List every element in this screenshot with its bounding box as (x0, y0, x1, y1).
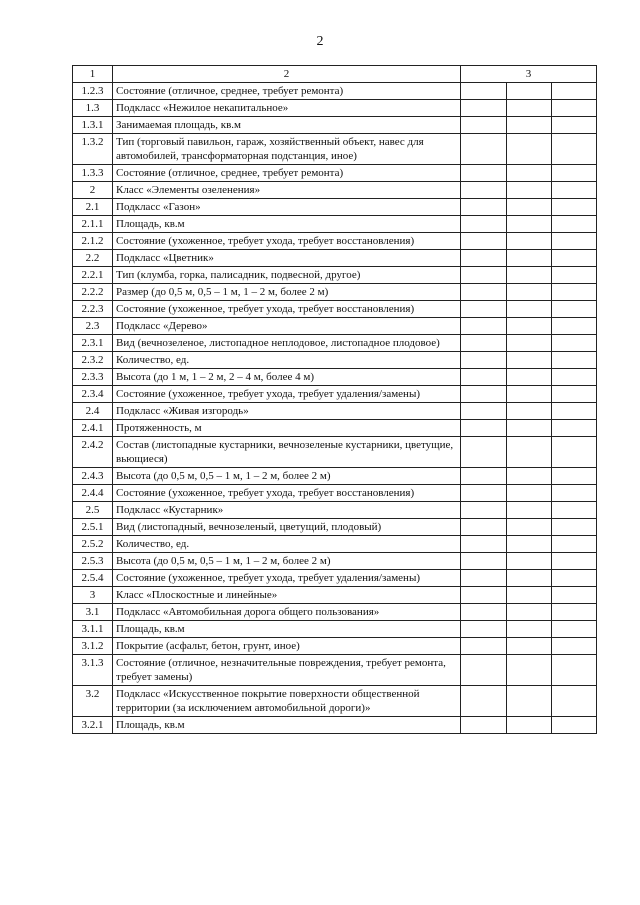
value-cell (507, 403, 552, 420)
row-description: Вид (вечнозеленое, листопадное неплодовое, листопадное плодовое) (113, 335, 461, 352)
value-cell (507, 83, 552, 100)
value-cell (507, 233, 552, 250)
value-cell (552, 301, 597, 318)
value-cell (552, 250, 597, 267)
value-cell (552, 686, 597, 717)
header-col-3: 3 (461, 66, 597, 83)
row-description: Состояние (ухоженное, требует ухода, требует восстановления) (113, 485, 461, 502)
value-cell (461, 519, 507, 536)
row-number: 2.3.4 (73, 386, 113, 403)
value-cell (552, 182, 597, 199)
row-description: Состояние (отличное, среднее, требует ремонта) (113, 165, 461, 182)
table-row (73, 117, 597, 134)
row-number: 2.4.4 (73, 485, 113, 502)
value-cell (507, 519, 552, 536)
value-cell (552, 437, 597, 468)
value-cell (461, 352, 507, 369)
value-cell (507, 604, 552, 621)
table-row (73, 182, 597, 199)
row-description: Подкласс «Искусственное покрытие поверхности общественной территории (за исключением автомобильной дороги)» (113, 686, 461, 717)
value-cell (552, 369, 597, 386)
value-cell (507, 437, 552, 468)
row-description: Площадь, кв.м (113, 621, 461, 638)
table-row (73, 717, 597, 734)
classification-table (72, 65, 597, 734)
value-cell (552, 83, 597, 100)
row-number: 2.4.2 (73, 437, 113, 468)
value-cell (552, 117, 597, 134)
table-row (73, 570, 597, 587)
row-description: Количество, ед. (113, 352, 461, 369)
row-number: 3.1 (73, 604, 113, 621)
row-description: Класс «Элементы озеленения» (113, 182, 461, 199)
value-cell (461, 485, 507, 502)
table-row (73, 386, 597, 403)
row-number: 2.2.3 (73, 301, 113, 318)
value-cell (507, 216, 552, 233)
value-cell (507, 570, 552, 587)
row-description: Состояние (ухоженное, требует ухода, требует восстановления) (113, 301, 461, 318)
value-cell (552, 717, 597, 734)
value-cell (507, 250, 552, 267)
value-cell (507, 621, 552, 638)
value-cell (552, 553, 597, 570)
row-number: 3.1.3 (73, 655, 113, 686)
value-cell (461, 301, 507, 318)
table-row (73, 519, 597, 536)
value-cell (552, 638, 597, 655)
table-header-row (73, 66, 597, 83)
value-cell (461, 182, 507, 199)
table-row (73, 638, 597, 655)
table-row (73, 284, 597, 301)
value-cell (552, 284, 597, 301)
row-description: Вид (листопадный, вечнозеленый, цветущий, плодовый) (113, 519, 461, 536)
row-description: Занимаемая площадь, кв.м (113, 117, 461, 134)
row-number: 2.4.1 (73, 420, 113, 437)
row-number: 2.5 (73, 502, 113, 519)
row-description: Подкласс «Нежилое некапитальное» (113, 100, 461, 117)
table-row (73, 318, 597, 335)
value-cell (552, 352, 597, 369)
table-row (73, 655, 597, 686)
value-cell (461, 686, 507, 717)
value-cell (461, 604, 507, 621)
value-cell (552, 100, 597, 117)
value-cell (461, 621, 507, 638)
value-cell (461, 655, 507, 686)
table-row (73, 233, 597, 250)
value-cell (461, 717, 507, 734)
value-cell (461, 437, 507, 468)
value-cell (461, 216, 507, 233)
value-cell (507, 485, 552, 502)
value-cell (552, 403, 597, 420)
value-cell (461, 638, 507, 655)
row-description: Размер (до 0,5 м, 0,5 – 1 м, 1 – 2 м, более 2 м) (113, 284, 461, 301)
row-description: Состояние (отличное, среднее, требует ремонта) (113, 83, 461, 100)
table-row (73, 199, 597, 216)
table-row (73, 335, 597, 352)
row-description: Подкласс «Дерево» (113, 318, 461, 335)
row-number: 2.5.2 (73, 536, 113, 553)
row-description: Тип (клумба, горка, палисадник, подвесной, другое) (113, 267, 461, 284)
value-cell (552, 134, 597, 165)
value-cell (507, 587, 552, 604)
value-cell (461, 165, 507, 182)
value-cell (461, 587, 507, 604)
value-cell (552, 655, 597, 686)
value-cell (507, 267, 552, 284)
value-cell (552, 267, 597, 284)
table-row (73, 604, 597, 621)
value-cell (461, 536, 507, 553)
value-cell (461, 83, 507, 100)
row-description: Площадь, кв.м (113, 216, 461, 233)
row-description: Состояние (ухоженное, требует ухода, требует восстановления) (113, 233, 461, 250)
value-cell (507, 301, 552, 318)
value-cell (552, 502, 597, 519)
row-number: 3 (73, 587, 113, 604)
row-number: 2.3 (73, 318, 113, 335)
row-number: 2.4.3 (73, 468, 113, 485)
table-row (73, 485, 597, 502)
value-cell (461, 318, 507, 335)
row-description: Количество, ед. (113, 536, 461, 553)
table-row (73, 437, 597, 468)
table-row (73, 267, 597, 284)
value-cell (461, 199, 507, 216)
row-description: Высота (до 0,5 м, 0,5 – 1 м, 1 – 2 м, более 2 м) (113, 468, 461, 485)
header-col-2: 2 (113, 66, 461, 83)
value-cell (507, 352, 552, 369)
value-cell (461, 134, 507, 165)
value-cell (552, 570, 597, 587)
row-number: 3.2.1 (73, 717, 113, 734)
table-row (73, 165, 597, 182)
row-number: 3.1.2 (73, 638, 113, 655)
table-row (73, 502, 597, 519)
row-number: 1.2.3 (73, 83, 113, 100)
value-cell (461, 267, 507, 284)
table-row (73, 301, 597, 318)
value-cell (507, 117, 552, 134)
row-number: 2.5.3 (73, 553, 113, 570)
value-cell (507, 165, 552, 182)
row-number: 3.2 (73, 686, 113, 717)
value-cell (507, 717, 552, 734)
table-row (73, 352, 597, 369)
value-cell (552, 485, 597, 502)
value-cell (461, 403, 507, 420)
value-cell (461, 420, 507, 437)
value-cell (552, 216, 597, 233)
value-cell (507, 284, 552, 301)
table-row (73, 536, 597, 553)
value-cell (552, 587, 597, 604)
value-cell (461, 335, 507, 352)
value-cell (461, 284, 507, 301)
table-row (73, 686, 597, 717)
table-row (73, 621, 597, 638)
page-number: 2 (316, 34, 324, 49)
value-cell (507, 553, 552, 570)
value-cell (507, 386, 552, 403)
value-cell (507, 318, 552, 335)
value-cell (507, 655, 552, 686)
row-description: Подкласс «Кустарник» (113, 502, 461, 519)
value-cell (507, 502, 552, 519)
row-description: Площадь, кв.м (113, 717, 461, 734)
row-number: 2.1 (73, 199, 113, 216)
row-number: 2.1.2 (73, 233, 113, 250)
table-row (73, 369, 597, 386)
row-description: Подкласс «Живая изгородь» (113, 403, 461, 420)
table-row (73, 250, 597, 267)
value-cell (552, 233, 597, 250)
value-cell (461, 369, 507, 386)
row-description: Подкласс «Цветник» (113, 250, 461, 267)
row-number: 3.1.1 (73, 621, 113, 638)
value-cell (552, 386, 597, 403)
row-description: Протяженность, м (113, 420, 461, 437)
row-description: Подкласс «Автомобильная дорога общего пользования» (113, 604, 461, 621)
value-cell (507, 182, 552, 199)
value-cell (461, 117, 507, 134)
value-cell (461, 250, 507, 267)
row-number: 2 (73, 182, 113, 199)
value-cell (507, 369, 552, 386)
value-cell (552, 519, 597, 536)
value-cell (507, 335, 552, 352)
table-row (73, 216, 597, 233)
header-col-1: 1 (73, 66, 113, 83)
row-number: 2.3.2 (73, 352, 113, 369)
value-cell (552, 420, 597, 437)
value-cell (461, 386, 507, 403)
row-number: 2.2.1 (73, 267, 113, 284)
value-cell (552, 536, 597, 553)
row-number: 2.2 (73, 250, 113, 267)
row-number: 2.2.2 (73, 284, 113, 301)
table-row (73, 420, 597, 437)
row-number: 2.3.1 (73, 335, 113, 352)
table-row (73, 83, 597, 100)
row-number: 1.3.3 (73, 165, 113, 182)
row-description: Подкласс «Газон» (113, 199, 461, 216)
table-row (73, 468, 597, 485)
value-cell (507, 420, 552, 437)
row-number: 2.5.1 (73, 519, 113, 536)
value-cell (552, 199, 597, 216)
row-description: Состояние (ухоженное, требует ухода, требует удаления/замены) (113, 570, 461, 587)
value-cell (507, 468, 552, 485)
value-cell (552, 318, 597, 335)
row-description: Состояние (отличное, незначительные повреждения, требует ремонта, требует замены) (113, 655, 461, 686)
value-cell (552, 468, 597, 485)
row-description: Состояние (ухоженное, требует ухода, требует удаления/замены) (113, 386, 461, 403)
row-number: 1.3.1 (73, 117, 113, 134)
value-cell (507, 536, 552, 553)
value-cell (552, 604, 597, 621)
value-cell (552, 335, 597, 352)
value-cell (461, 233, 507, 250)
table-row (73, 403, 597, 420)
value-cell (552, 165, 597, 182)
row-description: Покрытие (асфальт, бетон, грунт, иное) (113, 638, 461, 655)
value-cell (461, 468, 507, 485)
value-cell (461, 502, 507, 519)
value-cell (461, 100, 507, 117)
row-description: Класс «Плоскостные и линейные» (113, 587, 461, 604)
row-number: 2.4 (73, 403, 113, 420)
table-row (73, 134, 597, 165)
table-row (73, 587, 597, 604)
row-number: 2.1.1 (73, 216, 113, 233)
row-description: Тип (торговый павильон, гараж, хозяйственный объект, навес для автомобилей, трансформаторная подстанция, иное) (113, 134, 461, 165)
value-cell (507, 100, 552, 117)
value-cell (507, 638, 552, 655)
value-cell (461, 553, 507, 570)
value-cell (552, 621, 597, 638)
row-number: 2.5.4 (73, 570, 113, 587)
row-number: 1.3.2 (73, 134, 113, 165)
table-row (73, 553, 597, 570)
value-cell (507, 134, 552, 165)
row-description: Состав (листопадные кустарники, вечнозеленые кустарники, цветущие, вьющиеся) (113, 437, 461, 468)
value-cell (461, 570, 507, 587)
row-number: 1.3 (73, 100, 113, 117)
row-description: Высота (до 0,5 м, 0,5 – 1 м, 1 – 2 м, более 2 м) (113, 553, 461, 570)
value-cell (507, 199, 552, 216)
row-number: 2.3.3 (73, 369, 113, 386)
row-description: Высота (до 1 м, 1 – 2 м, 2 – 4 м, более 4 м) (113, 369, 461, 386)
table-row (73, 100, 597, 117)
value-cell (507, 686, 552, 717)
